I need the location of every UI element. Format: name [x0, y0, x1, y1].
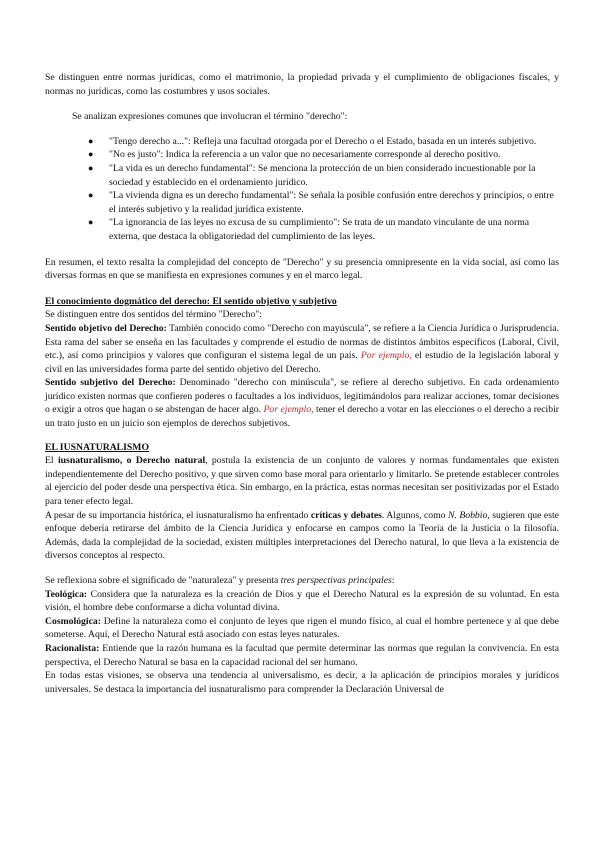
objective-example-label: Por ejemplo,: [360, 350, 412, 362]
subjective-sense-label: Sentido subjetivo del Derecho:: [45, 377, 176, 389]
bullet-icon: ●: [88, 162, 94, 173]
analysis-intro: Se analizan expresiones comunes que involucran el término "derecho":: [72, 111, 348, 123]
author-name: N. Bobbio,: [447, 509, 490, 521]
theological-paragraph: Teológica: Considera que la naturaleza es la creación de Dios y que el Derecho Natural es la expresión de su voluntad. En esta visión, el hombre debe conformarse a dicha voluntad divina.: [45, 588, 559, 614]
subjective-example-label: Por ejemplo,: [263, 404, 314, 416]
list-item: ● "No es justo": Indica la referencia a un valor que no necesariamente corresponde al derecho positivo.: [88, 149, 501, 161]
bullet-icon: ●: [88, 217, 94, 228]
bullet-icon: ●: [88, 149, 94, 160]
intro-paragraph: Se distinguen entre normas jurídicas, como el matrimonio, la propiedad privada y el cumplimiento de obligaciones fiscales, y normas no jurídicas, como las costumbres y usos sociales.: [45, 72, 559, 97]
list-item: ● "Tengo derecho a...": Refleja una facultad otorgada por el Derecho o el Estado, basada en un interés subjetivo.: [88, 135, 537, 147]
list-item: ● "La vivienda digna es un derecho fundamental": Se señala la posible confusión entre derechos y principios, o entre el interés subjetivo y la realidad jurídica existente.: [88, 190, 554, 215]
spacer: [45, 563, 559, 574]
iusnaturalism-paragraph-1: El iusnaturalismo, o Derecho natural, postula la existencia de un conjunto de valores y normas fundamentales que existen independientemente del Derecho positivo, y que sirven como base moral para orientarlo y limitarlo. Se pretende establecer controles al ejercicio del poder desde una perspectiva ética. Sin embargo, en la práctica, estas normas necesitan ser positivizadas por el Estado para tener efecto legal.: [45, 455, 559, 508]
cosmological-paragraph: Cosmológica: Define la naturaleza como el conjunto de leyes que rigen el mundo físico, al cual el hombre pertenece y al que debe someterse. Aquí, el Derecho Natural está asociado con estas leyes naturales.: [45, 615, 559, 641]
list-item: ● "La vida es un derecho fundamental": Se menciona la protección de un bien considerado incuestionable por la sociedad y establecido en el ordenamiento jurídico.: [88, 162, 536, 188]
list-item: ● "La ignorancia de las leyes no excusa de su cumplimiento": Se trata de un mandato vinculante de una norma externa, que destaca la obligatoriedad del cumplimiento de las leyes.: [88, 217, 530, 242]
dogmatic-intro: Se distinguen entre dos sentidos del término "Derecho":: [45, 309, 262, 321]
iusnaturalism-paragraph-2: A pesar de su importancia histórica, el iusnaturalismo ha enfrentado críticas y debates. Algunos, como N. Bobbio, sugieren que este enfoque debería retirarse del ámbito de la Ciencia Jurídica y enfocarse en campos como la Teoría de la Justicia o la filosofía. Además, dada la complejidad de la sociedad, existen múltiples interpretaciones del Derecho natural, lo que lleva a la existencia de diversos conceptos al respecto.: [45, 509, 559, 562]
rationalist-paragraph: Racionalista: Entiende que la razón humana es la facultad que permite determinar las normas que regulan la convivencia. En esta perspectiva, el Derecho Natural se basa en la capacidad racional del ser humano.: [45, 642, 559, 668]
expressions-list: [45, 135, 559, 244]
iusnaturalism-heading: EL IUSNATURALISMO: [45, 441, 149, 453]
nature-perspectives-intro: Se reflexiona sobre el significado de "naturaleza" y presenta tres perspectivas principales:: [45, 575, 395, 586]
document-content: [45, 71, 559, 696]
summary-paragraph: En resumen, el texto resalta la complejidad del concepto de "Derecho" y su presencia omnipresente en la vida social, así como las diversas formas en que se manifiesta en expresiones comunes y en el marco legal.: [45, 256, 559, 282]
objective-sense-label: Sentido objetivo del Derecho:: [45, 322, 167, 334]
final-paragraph: En todas estas visiones, se observa una tendencia al universalismo, es decir, a la aplicación de principios morales y jurídicos universales. Se destaca la importancia del iusnaturalismo para comprender la Declaración Universal de: [45, 670, 559, 695]
dogmatic-heading: El conocimiento dogmático del derecho: El sentido objetivo y subjetivo: [45, 295, 337, 307]
bullet-icon: ●: [88, 190, 94, 201]
subjective-sense-paragraph: Sentido subjetivo del Derecho: Denominado "derecho con minúscula", se refiere al derecho subjetivo. En cada ordenamiento jurídico existen normas que confieren poderes o facultades a los individuos, legitimándolos para realizar acciones, tomar decisiones o exigir a otros que hagan o se abstengan de hacer algo. Por ejemplo, tener el derecho a votar en las elecciones o el derecho a recibir un trato justo en un juicio son ejemplos de derechos subjetivos.: [45, 377, 559, 430]
bullet-icon: ●: [88, 135, 94, 146]
objective-sense-paragraph: Sentido objetivo del Derecho: También conocido como "Derecho con mayúscula", se refiere a la Ciencia Jurídica o Jurisprudencia. Esta rama del saber se enseña en las facultades y comprende el estudio de normas de distintos ámbitos específicos (Laboral, Civil, etc.), así como principios y valores que configuran el sistema legal de un país. Por ejemplo, el estudio de la legislación laboral y civil en las universidades forma parte del sentido objetivo del Derecho.: [45, 322, 560, 375]
